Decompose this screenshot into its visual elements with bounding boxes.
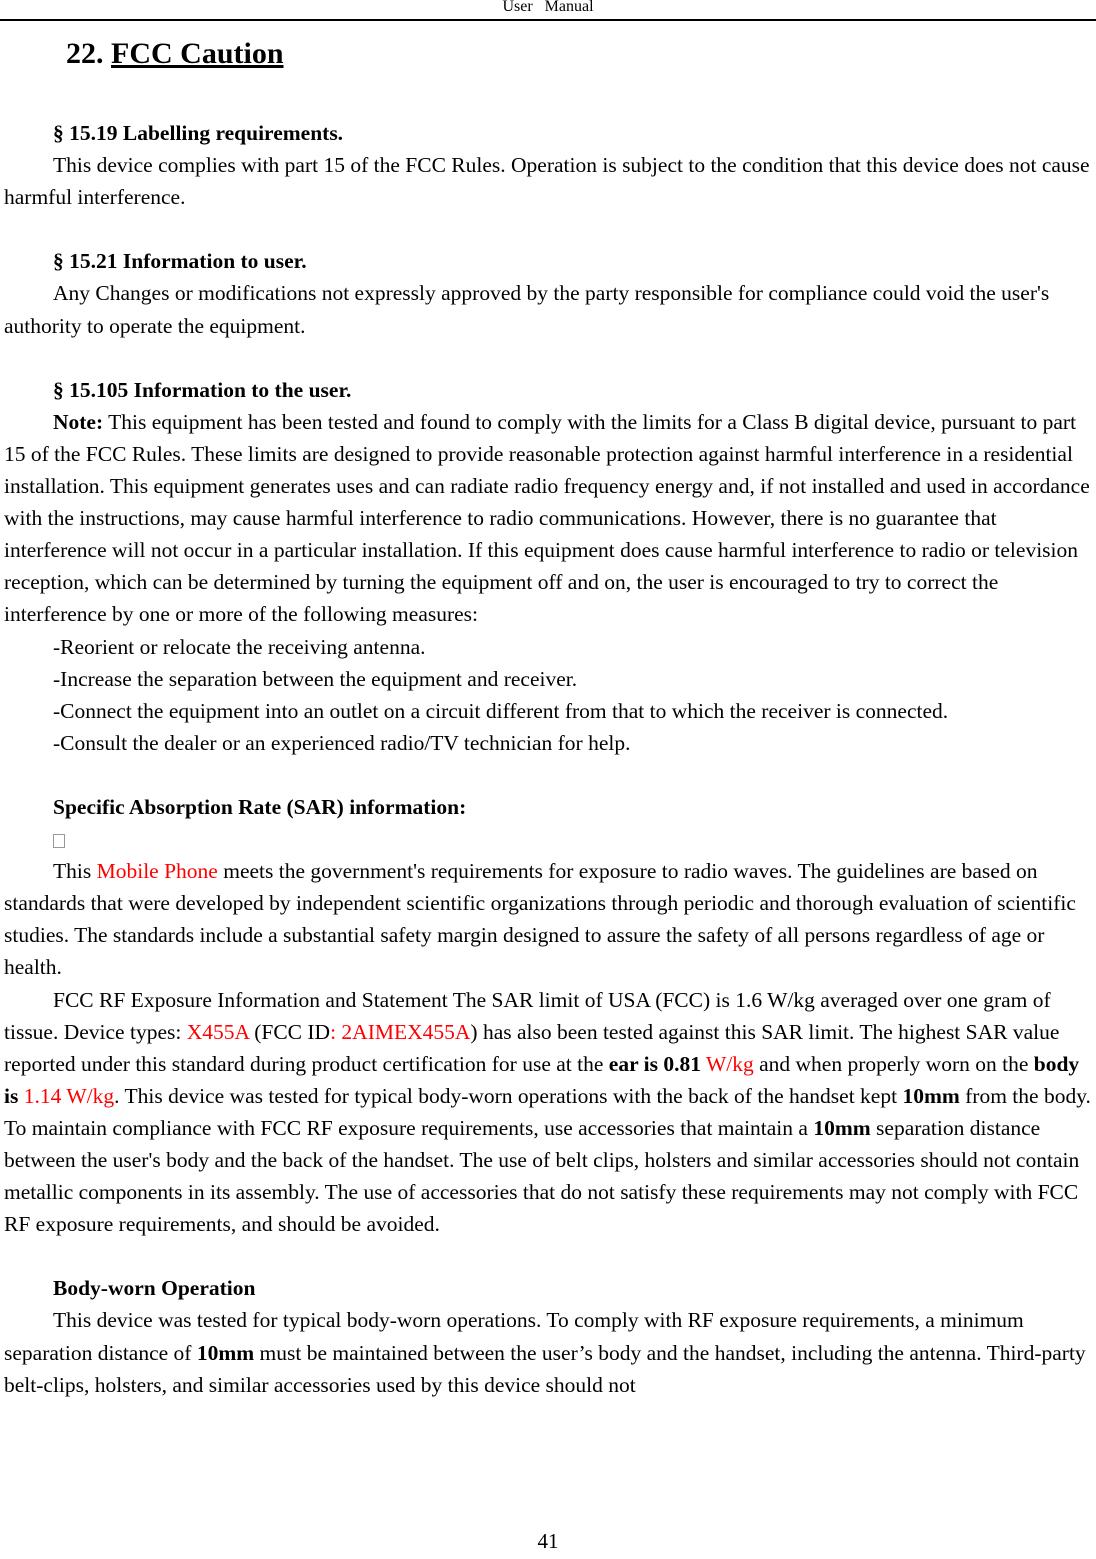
document-body — [4, 117, 1092, 1401]
sar-paragraph-2: FCC RF Exposure Information and Statement The SAR limit of USA (FCC) is 1.6 W/kg averaged over one gram of tissue. Device types: X455A (FCC ID: 2AIMEX455A) has also been tested against this SAR limit. The highest SAR value reported under this standard during product certification for use at the ear is 0.81 W/kg and when properly worn on the body is 1.14 W/kg. This device was tested for typical body-worn operations with the back of the handset kept 10mm from the body. To maintain compliance with FCC RF exposure requirements, use accessories that maintain a 10mm separation distance between the user's body and the back of the handset. The use of belt clips, holsters and similar accessories should not contain metallic components in its assembly. The use of accessories that do not satisfy these requirements may not comply with FCC RF exposure requirements, and should be avoided. — [4, 987, 1091, 1237]
bodyworn-heading: Body-worn Operation — [53, 1276, 256, 1301]
s1519-body: This device complies with part 15 of the FCC Rules. Operation is subject to the condition that this device does not cause harmful interference. — [4, 153, 1090, 210]
section-number: 22. — [66, 37, 104, 70]
missing-glyph-icon — [53, 834, 65, 848]
header-rule — [0, 19, 1096, 21]
body-sar-value: 1.14 W/kg — [18, 1083, 115, 1108]
s15105-note — [4, 406, 1092, 631]
measure-item: -Increase the separation between the equipment and receiver. — [53, 666, 578, 691]
ear-sar-value: ear is 0.81 — [608, 1051, 701, 1076]
note-body: This equipment has been tested and found to comply with the limits for a Class B digital device, pursuant to part 15 of the FCC Rules. These limits are designed to provide reasonable protection against harmful interference in a residential installation. This equipment generates uses and can radiate radio frequency energy and, if not installed and used in accordance with the instructions, may cause harmful interference to radio communications. However, there is no guarantee that interference will not occur in a particular installation. If this equipment does cause harmful interference to radio or television reception, which can be determined by turning the equipment off and on, the user is encouraged to try to correct the interference by one or more of the following measures: — [4, 409, 1090, 627]
note-label: Note: — [53, 409, 104, 434]
s1521-heading: § 15.21 Information to user. — [53, 249, 307, 274]
measure-item: -Connect the equipment into an outlet on a circuit different from that to which the receiver is connected. — [53, 698, 949, 723]
measure-item: -Reorient or relocate the receiving antenna. — [53, 634, 426, 659]
measure-item: -Consult the dealer or an experienced radio/TV technician for help. — [53, 730, 631, 755]
bodyworn-paragraph: This device was tested for typical body-worn operations. To comply with RF exposure requirements, a minimum separation distance of 10mm must be maintained between the user’s body and the handset, including the antenna. Third-party belt-clips, holsters, and similar accessories used by this device should not — [4, 1308, 1086, 1397]
sar-paragraph-1: This Mobile Phone meets the government's requirements for exposure to radio waves. The guidelines are based on standards that were developed by independent scientific organizations through periodic and thorough evaluation of scientific studies. The standards include a substantial safety margin designed to assure the safety of all persons regardless of age or health. — [4, 859, 1076, 980]
fcc-id: : 2AIMEX455A — [330, 1019, 471, 1044]
device-type: X455A — [186, 1019, 249, 1044]
page-header — [0, 0, 1096, 22]
section-title-text: FCC Caution — [111, 37, 284, 70]
placeholder-glyph-line — [4, 823, 1092, 855]
page-number: 41 — [537, 1529, 559, 1553]
s15105-heading: § 15.105 Information to the user. — [53, 377, 352, 402]
section-title — [66, 32, 284, 76]
device-name: Mobile Phone — [96, 859, 218, 884]
header-text: User Manual — [502, 0, 594, 15]
s1521-body: Any Changes or modifications not expressly approved by the party responsible for compliance could void the user's authority to operate the equipment. — [4, 281, 1050, 338]
s1519-heading: § 15.19 Labelling requirements. — [53, 121, 344, 145]
sar-heading: Specific Absorption Rate (SAR) information: — [53, 794, 467, 819]
